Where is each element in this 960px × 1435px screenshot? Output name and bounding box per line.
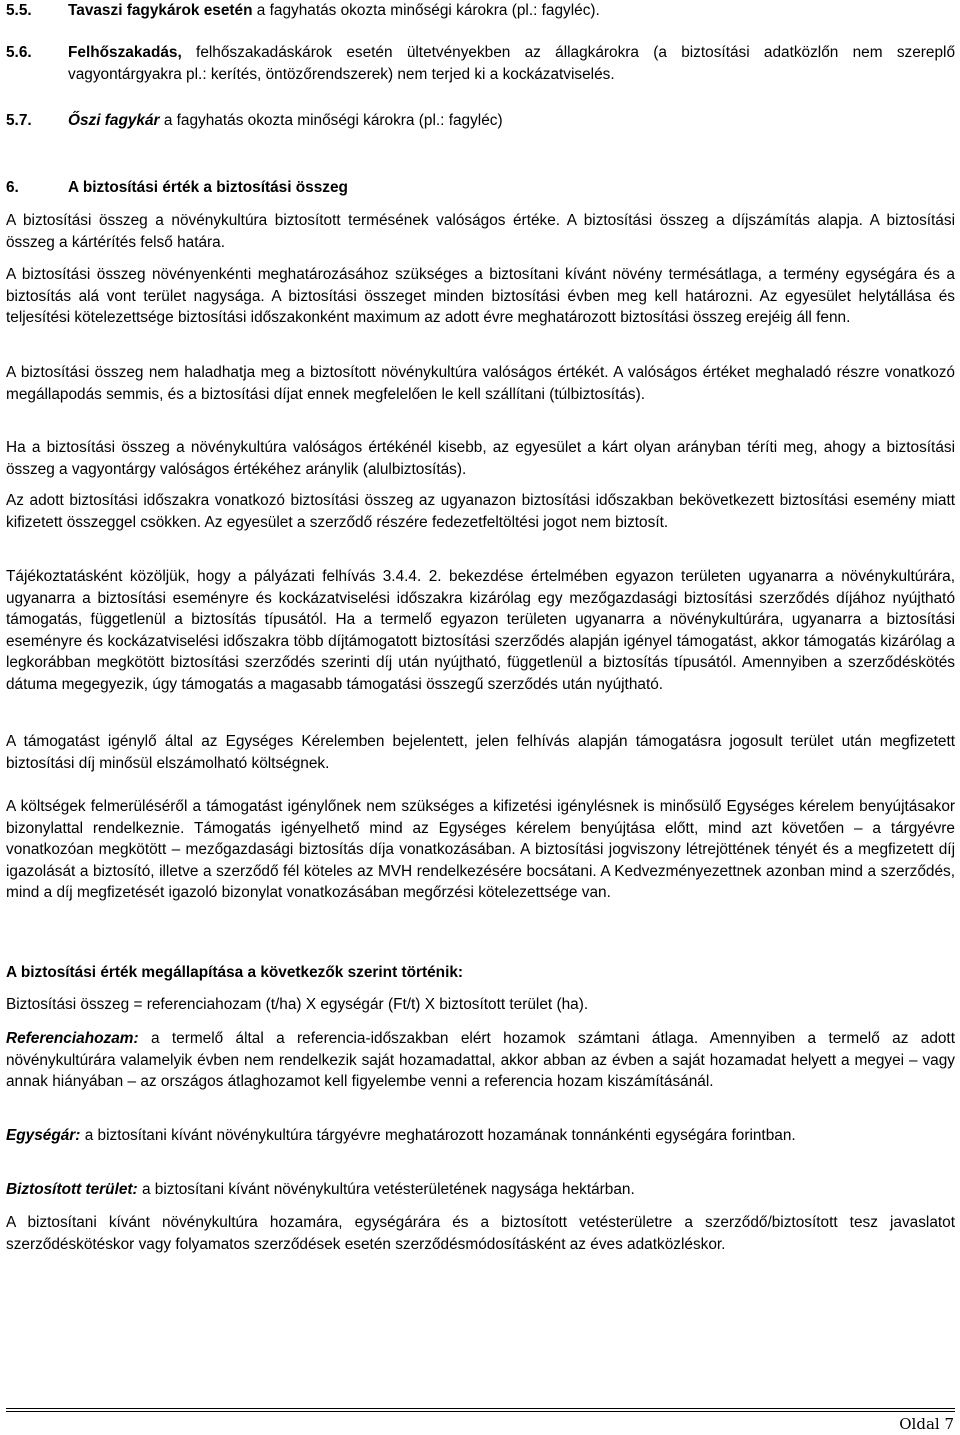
- item-number: 5.5.: [6, 2, 32, 19]
- definition-egysegar: [6, 1125, 955, 1147]
- section-number: 6.: [6, 179, 19, 196]
- list-item-5-6: [6, 42, 955, 85]
- paragraph-7: A támogatást igénylő által az Egységes Kérelemben bejelentett, jelen felhívás alapján támogatásra jogosult terület után megfizetett biztosítási díj minősül elszámolható költségnek.: [6, 733, 955, 772]
- list-item-5-7: [6, 110, 955, 132]
- item-text: [68, 42, 955, 85]
- definition-text: a biztosítani kívánt növénykultúra tárgyévre meghatározott hozamának tonnánkénti egységára forintban.: [80, 1127, 796, 1144]
- paragraph-6: Tájékoztatásként közöljük, hogy a pályázati felhívás 3.4.4. 2. bekezdése értelmében egyazon területen ugyanarra a növénykultúrára, ugyanarra a biztosítási eseményre és kockázatviselési időszakra kizárólag egy mezőgazdasági biztosítási szerződés díjához nyújtható támogatás, függetlenül a biztosítás típusától. Ha a termelő egyazon területen ugyanarra a növénykultúrára, ugyanarra a biztosítási eseményre és kockázatviselési időszakra több díjtámogatott biztosítási szerződés alapján igényel támogatást, akkor támogatás kizárólag a legkorábban megkötött biztosítási szerződés szerinti díj után nyújtható, függetlenül a biztosítás típusától. Amennyiben a szerződéskötés dátuma megegyezik, úgy támogatás a magasabb támogatási összegű szerződés után nyújtható.: [6, 568, 955, 693]
- definition-term: Egységár:: [6, 1127, 81, 1144]
- paragraph-3: A biztosítási összeg nem haladhatja meg a biztosított növénykultúra valóságos értékét. A valóságos értéket meghaladó részre vonatkozó megállapodás semmis, és a biztosítási díjat ennek megfelelően le kell szállítani (túlbiztosítás).: [6, 364, 955, 403]
- item-text: [68, 110, 955, 132]
- paragraph-5: Az adott biztosítási időszakra vonatkozó biztosítási összeg az ugyanazon biztosítási időszakban bekövetkezett biztosítási esemény miatt kifizetett összeggel csökken. Az egyesület a szerződő részére fedezetfeltöltési jogot nem biztosít.: [6, 492, 955, 531]
- item-text: [68, 0, 955, 22]
- definition-term: Biztosított terület:: [6, 1181, 138, 1198]
- section-heading-6: [6, 177, 955, 199]
- item-bold-term: Őszi fagykár: [68, 112, 160, 129]
- item-body: a fagyhatás okozta minőségi károkra (pl.: fagyléc): [159, 112, 503, 129]
- value-heading: A biztosítási érték megállapítása a következők szerint történik:: [6, 964, 464, 981]
- page-number: Oldal 7: [899, 1415, 954, 1433]
- paragraph-8: A költségek felmerüléséről a támogatást igénylőnek nem szükséges a kifizetési igénylésnek is minősülő Egységes kérelem benyújtásakor bizonylattal rendelkeznie. Támogatás igényelhető mind az Egységes kérelem benyújtása előtt, mind azt követően – a tárgyévre vonatkozóan megkötött – mezőgazdasági biztosítás díja vonatkozásában. A biztosítási jogviszony létrejöttének tényét és a megfizetett díj igazolását a biztosító, illetve a szerződő fél köteles az MVH rendelkezésére bocsátani. A Kedvezményezettnek azonban mind a szerződés, mind a díj megfizetését igazoló bizonylat vonatkozásában megőrzési kötelezettsége van.: [6, 798, 955, 901]
- item-bold-term: Tavaszi fagykárok esetén: [68, 2, 253, 19]
- footer-divider: [6, 1408, 955, 1409]
- paragraph-1: A biztosítási összeg a növénykultúra biztosított termésének valóságos értéke. A biztosítási összeg a díjszámítás alapja. A biztosítási összeg a kártérítés felső határa.: [6, 212, 955, 251]
- item-number: 5.7.: [6, 112, 32, 129]
- last-paragraph: A biztosítani kívánt növénykultúra hozamára, egységárára és a biztosított vetésterületre a szerződő/biztosított tesz javaslatot szerződéskötéskor vagy folyamatos szerződések esetén szerződésmódosításként az éves adatközléskor.: [6, 1214, 955, 1253]
- list-item-5-5: [6, 0, 955, 22]
- paragraph-4: Ha a biztosítási összeg a növénykultúra valóságos értékénél kisebb, az egyesület a kárt olyan arányban téríti meg, ahogy a biztosítási összeg a vagyontárgy valóságos értékéhez aránylik (alulbiztosítás).: [6, 439, 955, 478]
- footer-divider-second: [6, 1411, 955, 1412]
- section-title: A biztosítási érték a biztosítási összeg: [68, 179, 348, 196]
- paragraph-2: A biztosítási összeg növényenkénti meghatározásához szükséges a biztosítani kívánt növény termésátlaga, a termény egységára és a biztosítás alá vont terület nagysága. A biztosítási összeget minden biztosítási évben meg kell határozni. Az egyesület helytállása és teljesítési kötelezettsége biztosítási időszakonként maximum az adott évre meghatározott biztosítási összeg erejéig áll fenn.: [6, 266, 955, 326]
- definition-text: a biztosítani kívánt növénykultúra vetésterületének nagysága hektárban.: [137, 1181, 635, 1198]
- definition-term: Referenciahozam:: [6, 1030, 139, 1047]
- item-bold-term: Felhőszakadás,: [68, 44, 182, 61]
- formula: Biztosítási összeg = referenciahozam (t/ha) X egységár (Ft/t) X biztosított terület (ha).: [6, 996, 589, 1013]
- definition-referenciahozam: [6, 1028, 955, 1093]
- definition-text: a termelő által a referencia-időszakban elért hozamok számtani átlaga. Amennyiben a termelő az adott növénykultúrára valamelyik évben nem rendelkezik saját hozamadattal, akkor abban az évben a saját hozamadat helyett a megyei – vagy annak hiányában – az országos átlaghozamot kell figyelembe venni a referencia hozam kiszámításánál.: [6, 1030, 955, 1090]
- item-body: felhőszakadáskárok esetén ültetvényekben az állagkárokra (a biztosítási adatközlőn nem szereplő vagyontárgyakra pl.: kerítés, öntözőrendszerek) nem terjed ki a kockázatviselés.: [68, 44, 955, 83]
- item-number: 5.6.: [6, 44, 32, 61]
- definition-biztositott-terulet: [6, 1179, 955, 1201]
- item-body: a fagyhatás okozta minőségi károkra (pl.: fagyléc).: [252, 2, 600, 19]
